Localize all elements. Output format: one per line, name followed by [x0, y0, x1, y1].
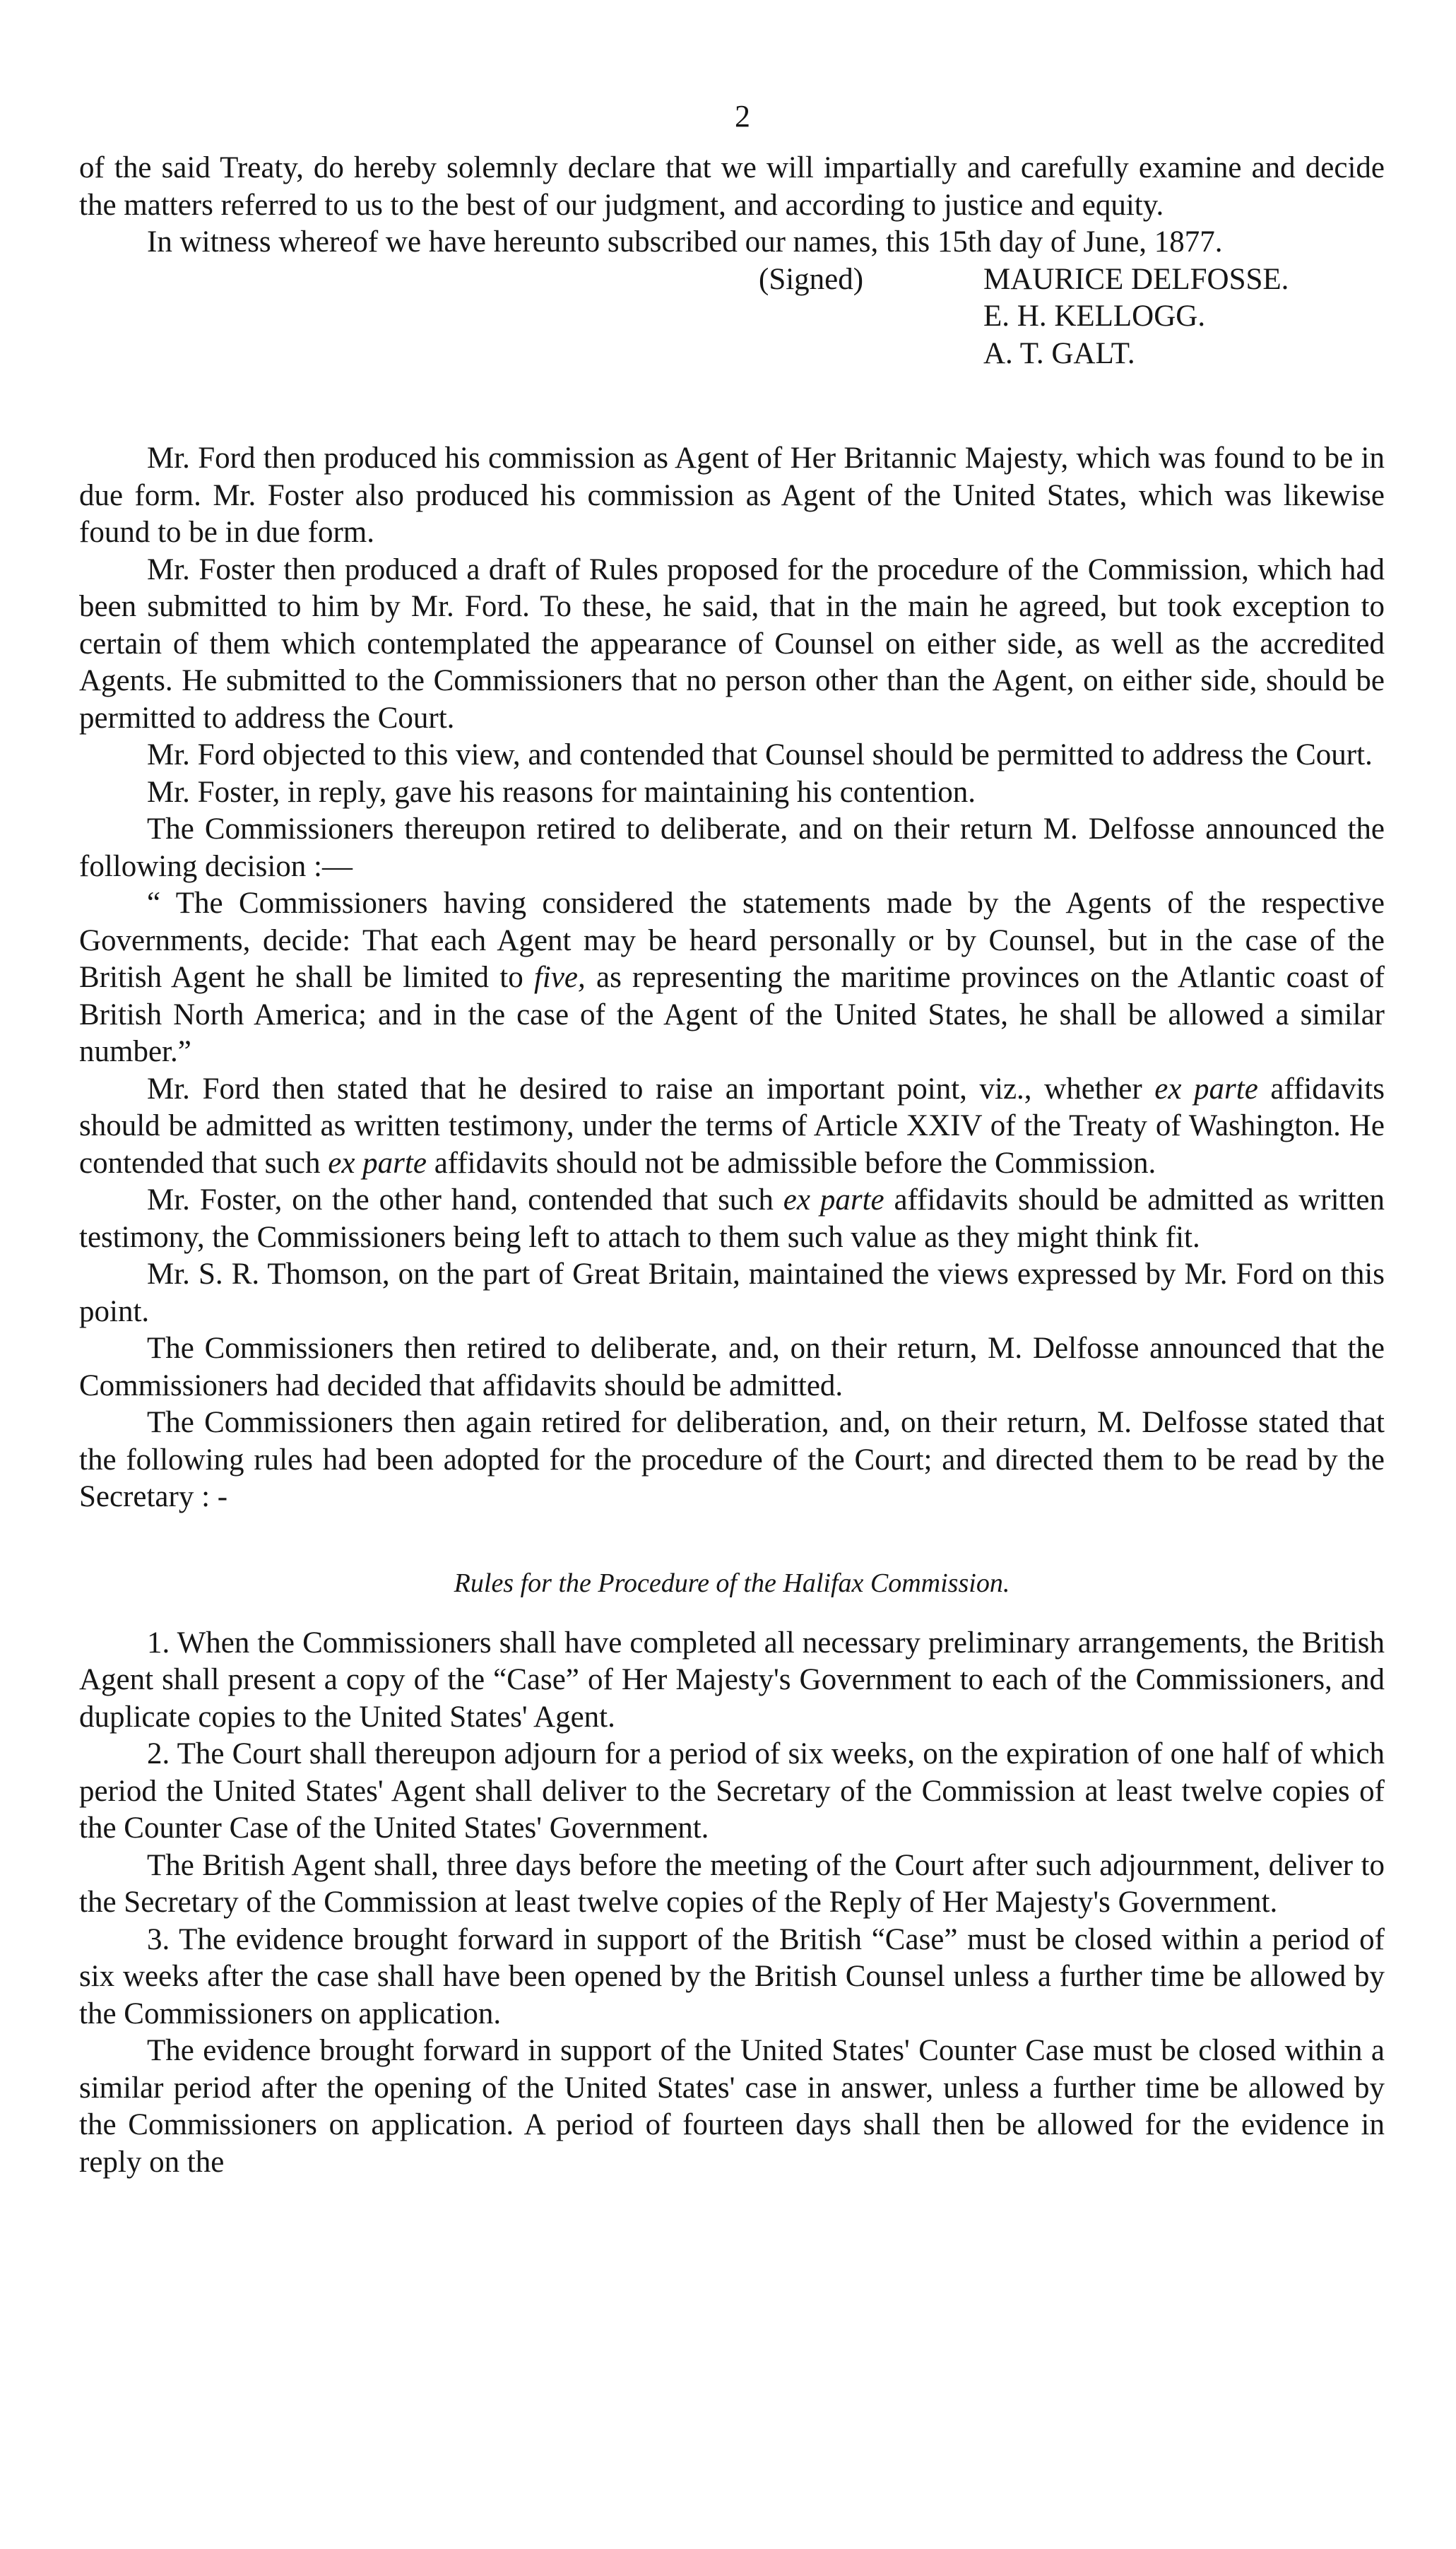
paragraph-ex-parte-ford [79, 1071, 1385, 1183]
paragraph-commissioners-retire: The Commissioners thereupon retired to deliberate, and on their return M. Delfosse announced the following decision :— [79, 812, 1385, 883]
signatory-name: A. T. GALT. [983, 336, 1135, 370]
paragraph-affidavits-admitted: The Commissioners then retired to deliberate, and, on their return, M. Delfosse announced that the Commissioners had decided that affidavits should be admitted. [79, 1332, 1385, 1402]
rule-3-counter-case: The evidence brought forward in support of the United States' Counter Case must be closed within a similar period after the opening of the United States' case in answer, unless a further time be allowed by the Commissioners on application. A period of fourteen days shall then be allowed for the evidence in reply on the [79, 2034, 1385, 2179]
text-run: affidavits should not be admissible before the Commission. [426, 1146, 1156, 1180]
rule-2-reply: The British Agent shall, three days before the meeting of the Court after such adjournment, deliver to the Secretary of the Commission at least twelve copies of the Reply of Her Majesty's Government. [79, 1848, 1385, 1919]
signed-label: (Signed) [759, 262, 864, 296]
text-run: affidavits should be admitted as written testimony, under the terms of Article XXIV of the Treaty of Washington. He contended that such [79, 1072, 1385, 1180]
paragraph-ford-objection: Mr. Ford objected to this view, and contended that Counsel should be permitted to address the Court. [147, 738, 1373, 771]
rule-2: 2. The Court shall thereupon adjourn for a period of six weeks, on the expiration of one half of which period the United States' Agent shall deliver to the Secretary of the Commission at least twelve copies of the Counter Case of the United States' Government. [79, 1737, 1385, 1845]
quote-emphasis: five, [533, 961, 586, 994]
paragraph-rules-adopted: The Commissioners then again retired for deliberation, and, on their return, M. Delfosse stated that the following rules had been adopted for the procedure of the Court; and directed them to be read by the Secretary : - [79, 1406, 1385, 1513]
italic-term: ex parte [1154, 1072, 1258, 1106]
signatory-list [983, 261, 1385, 373]
oath-continuation: of the said Treaty, do hereby solemnly declare that we will impartially and carefully examine and decide the matters referred to us to the best of our judgment, and according to justice and equity. [79, 151, 1385, 222]
rules-heading: Rules for the Procedure of the Halifax Commission. [454, 1568, 1010, 1598]
italic-term: ex parte [783, 1183, 884, 1217]
signatory-name: MAURICE DELFOSSE. [983, 262, 1289, 296]
quote-text: “ The Commissioners having considered the statements made by the Agents of the respective Governments, decide: That each Agent may be heard personally or by Counsel, but in the case of the British Agent he shall be limited to [79, 887, 1385, 994]
paragraph-draft-rules: Mr. Foster then produced a draft of Rules proposed for the procedure of the Commission, which had been submitted to him by Mr. Ford. To these, he said, that in the main he agreed, but took exception to certain of them which contemplated the appearance of Counsel on either side, as well as the accredited Agents. He submitted to the Commissioners that no person other than the Agent, on either side, should be permitted to address the Court. [79, 552, 1385, 735]
rule-1: 1. When the Commissioners shall have completed all necessary preliminary arrangements, the British Agent shall present a copy of the “Case” of Her Majesty's Government to each of the Commissioners, and duplicate copies to the United States' Agent. [79, 1626, 1385, 1734]
paragraph-thomson: Mr. S. R. Thomson, on the part of Great Britain, maintained the views expressed by Mr. Ford on this point. [79, 1258, 1385, 1328]
italic-term: ex parte [328, 1146, 427, 1180]
witness-paragraph: In witness whereof we have hereunto subscribed our names, this 15th day of June, 1877. [147, 225, 1223, 259]
rule-3: 3. The evidence brought forward in support of the British “Case” must be closed within a period of six weeks after the case shall have been opened by the British Counsel unless a further time be allowed by the Commissioners on application. [79, 1922, 1385, 2030]
paragraph-commissions: Mr. Ford then produced his commission as Agent of Her Britannic Majesty, which was found to be in due form. Mr. Foster also produced his commission as Agent of the United States, which was likewise found to be in due form. [79, 442, 1385, 549]
text-run: Mr. Ford then stated that he desired to raise an important point, viz., whether [147, 1072, 1155, 1106]
page-number: 2 [735, 99, 750, 134]
text-run: affidavits should be admitted as written testimony, the Commissioners being left to attach to them such value as they might think fit. [79, 1183, 1385, 1254]
signatory-name: E. H. KELLOGG. [983, 300, 1206, 333]
paragraph-foster-reply: Mr. Foster, in reply, gave his reasons for maintaining his contention. [147, 775, 976, 809]
paragraph-ex-parte-foster [79, 1182, 1385, 1256]
document-page [79, 99, 1385, 2181]
text-run: Mr. Foster, on the other hand, contended that such [147, 1183, 783, 1217]
decision-quote [79, 885, 1385, 1071]
signature-block [757, 261, 1385, 373]
quote-text: as representing the maritime provinces on the Atlantic coast of British North America; and in the case of the Agent of the United States, he shall be allowed a similar number.” [79, 961, 1385, 1068]
